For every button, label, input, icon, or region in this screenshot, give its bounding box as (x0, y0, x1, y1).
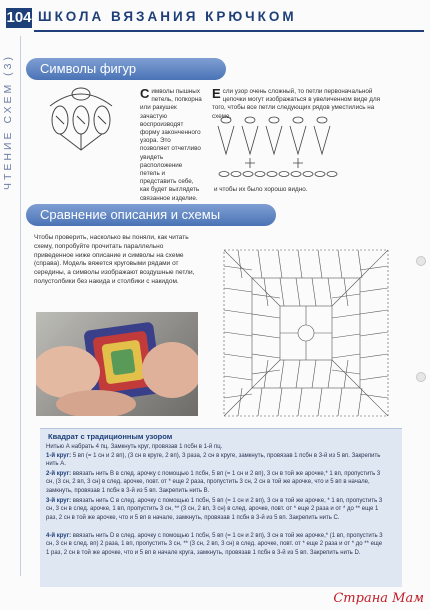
margin-rule (20, 36, 21, 576)
chain-stitch-figure (214, 114, 344, 180)
page-number: 104 (6, 9, 32, 26)
drop-cap: Е (212, 86, 221, 101)
pattern-round-2 (46, 470, 386, 495)
comparison-paragraph: Чтобы проверить, насколько вы поняли, как читать схему, попробуйте прочитать параллельно приведенное ниже описание и символы на схеме (справа). Модель вяжется круговыми рядами от середины, а символы изображают воздушные петли, полустолбики без накида и столбики с накидом. (34, 234, 195, 285)
pattern-title: Квадрат с традиционным узором (48, 432, 173, 441)
pattern-round-3 (46, 497, 386, 522)
header-rule (34, 30, 424, 32)
shell-stitch-figure (38, 86, 124, 156)
round-label: 4-й круг: (46, 533, 72, 539)
pattern-round-4 (46, 532, 386, 557)
round-text: ввязать нить В в след. арочку с помощью 1 псбн, 5 вп (= 1 сн и 2 вп), 3 сн в той же арочке,* 1 вп, пропустить 3 сн, (3 сн, 2 вп, 3 сн) в след. арочке, повт. от * еще 2 раза, пропустить 3 сн, 2 сн в той же арочке, что и 5 вп в начале, замкнуть, провязав 1 псбн в 3-й из 5 вп. Закрепить нить В. (46, 471, 381, 494)
binder-hole (416, 372, 426, 382)
page-title: ШКОЛА ВЯЗАНИЯ КРЮЧКОМ (38, 9, 297, 24)
pattern-intro: Нитью А набрать 4 пц. Замкнуть круг, провязав 1 псбн в 1-й пц. (46, 444, 223, 450)
site-watermark: Страна Мам (333, 591, 424, 606)
crochet-square-photo (36, 312, 198, 416)
side-label: ЧТЕНИЕ СХЕМ (3) (2, 54, 14, 190)
round-label: 3-й круг: (46, 498, 72, 504)
section-title-comparison: Сравнение описания и схемы (26, 204, 276, 226)
binder-hole (416, 256, 426, 266)
symbols-paragraph-1: имволы пышных петель, попкорна или ракушек зачастую воспроизводят форму законченного узора. Это позволяет отчетливо увидеть расположение петель и представить себе, как будет выглядеть связанное изделие. (140, 88, 202, 202)
round-label: 1-й круг: (46, 453, 72, 459)
crochet-chart-diagram (218, 244, 394, 422)
pattern-round-1 (46, 452, 386, 469)
round-text: ввязать нить D в след. арочку с помощью 1 псбн, 5 вп (= 1 сн и 2 вп), 3 сн в той же арочке,* (1 вп, пропустить 3 сн, 3 сн в след. вп) 2 раза, 1 вп, пропустить 3 сн, ** (3 сн, 2 вп, 3 сн) в след. арочке, повт. от * еще 2 раза и от * до ** еще 1 раз, 2 сн в той же арочке, что и 5 вп в начале круга, замкнуть, провязав 1 псбн в 3-й из 5 вп. Закрепить нить D. (46, 533, 383, 556)
round-text: ввязать нить С в след. арочку с помощью 1 псбн, 5 вп (= 1 сн и 2 вп), 3 сн в той же арочке, * 1 вп, пропустить 3 сн, 3 сн в след. арочке, 1 вп, пропустить 3 сн, ** (3 сн, 2 вп, 3 сн) в след. арочке, повт. от * еще 2 раза и от * до ** еще 1 раз, 2 сн в той же арочке, что и 5 вп в начале, замкнуть, провязав 1 псбн в 3-й из 5 вп. Закрепить нить С. (46, 498, 383, 521)
symbols-text-1 (140, 88, 202, 203)
drop-cap: С (140, 86, 150, 101)
round-label: 2-й круг: (46, 471, 72, 477)
section-title-symbols: Символы фигур (26, 58, 226, 80)
symbols-tail: и чтобы их было хорошо видно. (214, 186, 308, 193)
round-text: 5 вп (= 1 сн и 2 вп), (3 сн в круге, 2 вп), 3 раза, 2 сн в круге, замкнуть, провязав 1 псбн в 3-й из 5 вп. Закрепить нить А. (46, 453, 381, 468)
symbols-paragraph-2: сли узор очень сложный, то петли первоначальной цепочки могут изображаться в увеличенном виде для того, чтобы все петли следующих рядов уместились на схеме, (212, 88, 381, 120)
